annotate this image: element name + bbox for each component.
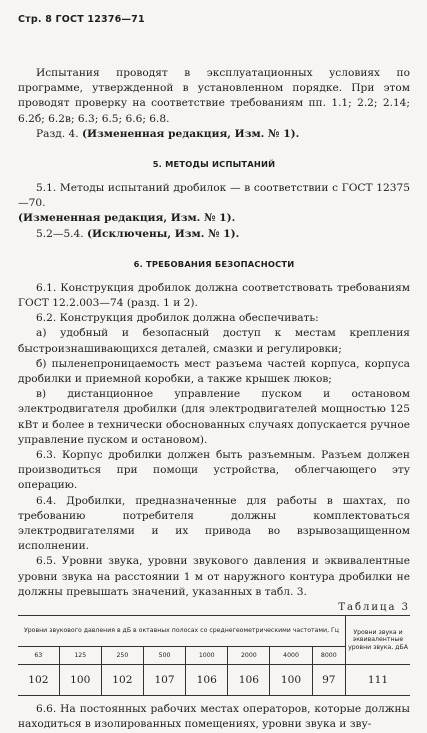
table-cell: 106 (186, 665, 228, 696)
table-group-header: Уровни звукового давления в дБ в октавных полосах со среднегеометрическими частотами, Гц (18, 616, 346, 647)
table-freq-header: 63 (18, 647, 59, 665)
intro-amendment: Разд. 4. (Измененная редакция, Изм. № 1). (36, 127, 300, 140)
table-cell: 102 (101, 665, 143, 696)
table-caption: Таблица 3 (338, 602, 410, 614)
section-6-list-item: а) удобный и безопасный доступ к местам крепления быстроизнашивающихся деталей, смазки и регулировки; (18, 327, 410, 355)
section-5-paragraph-1: 5.1. Методы испытаний дробилок — в соответствии с ГОСТ 12375—70. (18, 182, 410, 210)
section-5-paragraph-2: 5.2—5.4. (Исключены, Изм. № 1). (36, 227, 240, 240)
table-freq-header: 2000 (228, 647, 270, 665)
section-6-list-item: б) пыленепроницаемость мест разъема частей корпуса, корпуса дробилки и приемной коробки, а также крышек люков; (18, 357, 410, 386)
table-freq-header: 1000 (186, 647, 228, 665)
table-cell: 107 (143, 665, 185, 696)
section-6-paragraph: 6.6. На постоянных рабочих местах операторов, которые должны находиться в изолированных помещениях, уровни звука и зву- (18, 703, 410, 731)
section-6-paragraph: 6.5. Уровни звука, уровни звукового давления и эквивалентные уровни звука на расстоянии 1 м от наружного контура дробилки не должны превышать значений, указанных в табл. 3. (18, 555, 410, 598)
table-freq-header: 4000 (270, 647, 312, 665)
section-5-amendment: (Измененная редакция, Изм. № 1). (18, 212, 236, 225)
section-6-list-item: в) дистанционное управление пуском и остановом электродвигателя дробилки (для электродвигателей мощностью 125 кВт и более в технически обоснованных случаях допускается ручное управление пуском и остановом). (18, 388, 410, 446)
section-6-title: 6. ТРЕБОВАНИЯ БЕЗОПАСНОСТИ (133, 258, 295, 269)
table-cell: 97 (312, 665, 345, 696)
table-freq-header: 125 (59, 647, 101, 665)
table-cell: 102 (18, 665, 59, 696)
section-6-paragraph: 6.3. Корпус дробилки должен быть разъемным. Разъем должен производиться при помощи устройства, облегчающего эту операцию. (18, 449, 410, 492)
table-cell: 106 (228, 665, 270, 696)
section-6-paragraph: 6.1. Конструкция дробилок должна соответствовать требованиям ГОСТ 12.2.003—74 (разд. 1 и 2). (18, 281, 410, 310)
page-header: Стр. 8 ГОСТ 12376—71 (18, 14, 145, 25)
section-6-paragraph: 6.2. Конструкция дробилок должна обеспечивать: (36, 312, 319, 325)
noise-levels-table (18, 615, 410, 696)
table-row (18, 665, 410, 696)
table-cell: 100 (270, 665, 312, 696)
section-6-paragraph: 6.4. Дробилки, предназначенные для работы в шахтах, по требованию потребителя должны комплектоваться электродвигателями и их привода во взрывозащищенном исполнении. (18, 494, 410, 553)
table-cell: 100 (59, 665, 101, 696)
table-cell: 111 (346, 665, 411, 696)
table-freq-header: 8000 (320, 651, 337, 659)
table-freq-header: 250 (101, 647, 143, 665)
table-freq-header: 500 (143, 647, 185, 665)
section-5-title: 5. МЕТОДЫ ИСПЫТАНИЙ (152, 159, 276, 170)
intro-paragraph: Испытания проводят в эксплуатационных условиях по программе, утвержденной в установленном порядке. При этом проводят проверку на соответствие требованиям пп. 1.1; 2.2; 2.14; 6.2б; 6.2в; 6.3; 6.5; 6.6; 6.8. (18, 67, 410, 125)
table-last-header: Уровни звука и эквивалентные уровни звука, дБА (346, 616, 411, 665)
